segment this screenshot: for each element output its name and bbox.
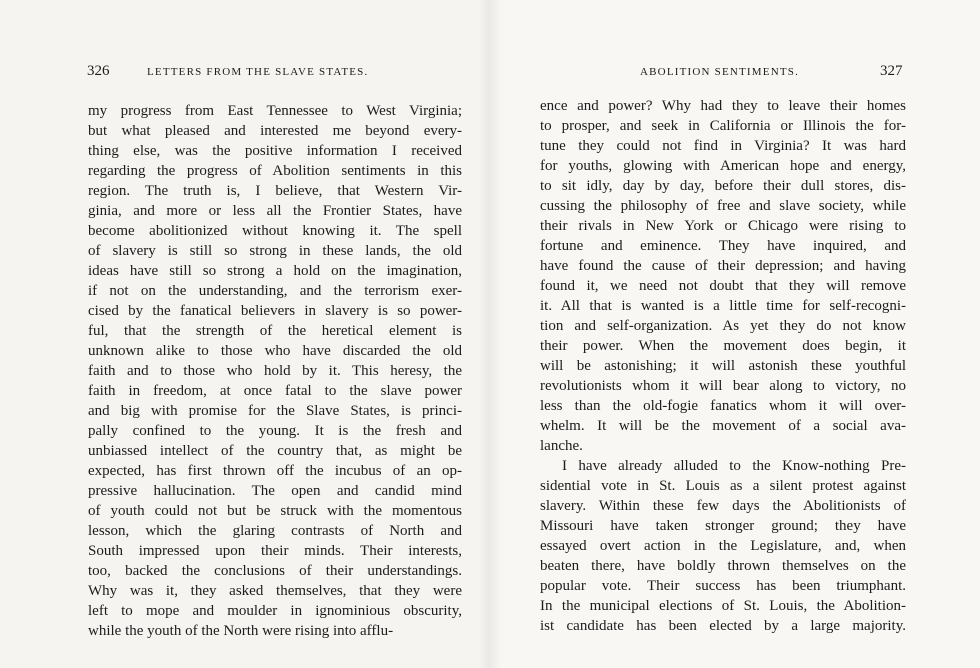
right-page-header	[540, 63, 920, 88]
text-line: to sit idly, day by day, before their dull stores, dis-	[540, 178, 906, 194]
text-line: beaten there, have boldly thrown themselves on the	[540, 558, 906, 574]
text-line: unknown alike to those who have discarded the old	[88, 343, 462, 359]
text-line: too, backed the conclusions of their understandings.	[88, 563, 462, 579]
text-line: Why was it, they asked themselves, that they were	[88, 583, 462, 599]
text-line: of youth could not but be struck with the momentous	[88, 503, 462, 519]
text-line: regarding the progress of Abolition sentiments in this	[88, 163, 462, 179]
text-line: slavery. Within these few days the Abolitionists of	[540, 498, 906, 514]
text-line: ful, that the strength of the heretical element is	[88, 323, 462, 339]
text-line: sidential vote in St. Louis as a silent protest against	[540, 478, 906, 494]
left-page-text	[88, 101, 462, 641]
text-line: whelm. It will be the movement of a social ava-	[540, 418, 906, 434]
text-line: their rivals in New York or Chicago were rising to	[540, 218, 906, 234]
text-line: Missouri have taken stronger ground; they have	[540, 518, 906, 534]
left-page-number: 326	[87, 63, 110, 79]
text-line: to prosper, and seek in California or Illinois the for-	[540, 118, 906, 134]
text-line: faith and to those who hold by it. This heresy, the	[88, 363, 462, 379]
text-line: left to mope and moulder in ignominious obscurity,	[88, 603, 462, 619]
text-line: ence and power? Why had they to leave their homes	[540, 98, 906, 114]
left-page-header	[87, 63, 467, 88]
text-line: my progress from East Tennessee to West Virginia;	[88, 103, 462, 119]
text-line: ist candidate has been elected by a large majority.	[540, 618, 906, 634]
text-line: cussing the philosophy of free and slave society, while	[540, 198, 906, 214]
text-line: South impressed upon their minds. Their interests,	[88, 543, 462, 559]
text-line: tune they could not find in Virginia? It was hard	[540, 138, 906, 154]
text-line: their power. When the movement does begin, it	[540, 338, 906, 354]
text-line: pressive hallucination. The open and candid mind	[88, 483, 462, 499]
text-line: less than the old-fogie fanatics whom it will over-	[540, 398, 906, 414]
text-line: while the youth of the North were rising into afflu-	[88, 623, 394, 639]
text-line: become abolitionized without knowing it. The spell	[88, 223, 462, 239]
text-line: popular vote. Their success has been triumphant.	[540, 578, 906, 594]
text-line: and big with promise for the Slave States, is princi-	[88, 403, 462, 419]
text-line: I have already alluded to the Know-nothing Pre-	[562, 458, 906, 474]
text-line: it. All that is wanted is a little time for self-recogni-	[540, 298, 906, 314]
text-line: thing else, was the positive information I received	[88, 143, 462, 159]
text-line: lesson, which the glaring contrasts of North and	[88, 523, 462, 539]
text-line: In the municipal elections of St. Louis, the Abolition-	[540, 598, 906, 614]
text-line: tion and self-organization. As yet they do not know	[540, 318, 906, 334]
text-line: will be astonishing; it will astonish these youthful	[540, 358, 906, 374]
text-line: but what pleased and interested me beyond every-	[88, 123, 462, 139]
text-line: faith in freedom, at once fatal to the slave power	[88, 383, 462, 399]
text-line: found it, we need not doubt that they will remove	[540, 278, 906, 294]
text-line: ginia, and more or less all the Frontier States, have	[88, 203, 462, 219]
text-line: pally confined to the young. It is the fresh and	[88, 423, 462, 439]
right-running-head: ABOLITION SENTIMENTS.	[640, 66, 800, 78]
text-line: unbiassed intellect of the country that, as might be	[88, 443, 462, 459]
right-page-number: 327	[880, 63, 903, 79]
book-gutter	[478, 0, 502, 668]
text-line: revolutionists whom it will bear along to victory, no	[540, 378, 906, 394]
text-line: essayed overt action in the Legislature, and, when	[540, 538, 906, 554]
text-line: have found the cause of their depression; and having	[540, 258, 906, 274]
text-line: ideas have still so strong a hold on the imagination,	[88, 263, 462, 279]
right-page-text	[540, 96, 906, 636]
text-line: lanche.	[540, 438, 583, 454]
left-running-head: LETTERS FROM THE SLAVE STATES.	[147, 66, 369, 78]
text-line: of slavery is still so strong in these lands, the old	[88, 243, 462, 259]
text-line: expected, has first thrown off the incubus of an op-	[88, 463, 462, 479]
text-line: region. The truth is, I believe, that Western Vir-	[88, 183, 462, 199]
text-line: fortune and eminence. They have inquired, and	[540, 238, 906, 254]
text-line: cised by the fanatical believers in slavery is so power-	[88, 303, 462, 319]
text-line: if not on the understanding, and the terrorism exer-	[88, 283, 462, 299]
right-page	[490, 0, 980, 668]
text-line: for youths, glowing with American hope and energy,	[540, 158, 906, 174]
